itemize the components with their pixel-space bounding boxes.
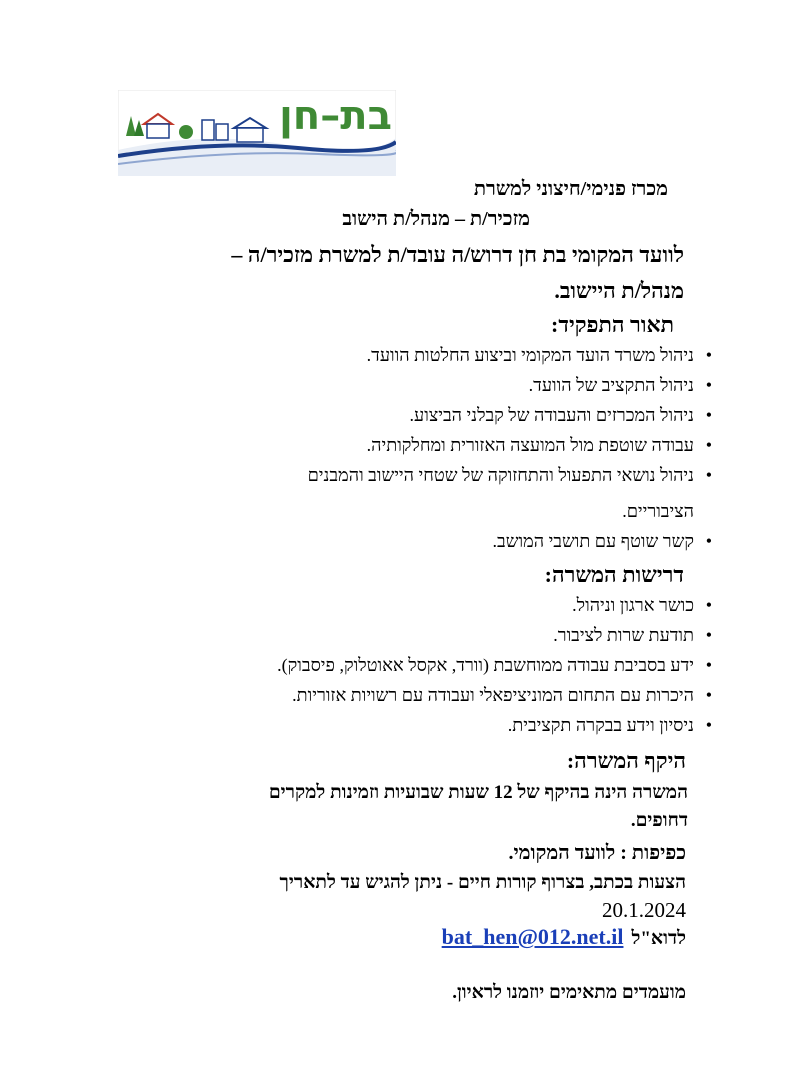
scope-line-2: דחופים. — [630, 810, 688, 831]
role-item: • ניהול התקציב של הוועד. — [72, 370, 712, 400]
subordination: כפיפות : לוועד המקומי. — [508, 842, 686, 864]
role-item: • ניהול נושאי התפעול והתחזוקה של שטחי היישוב והמבנים הציבוריים. — [72, 460, 712, 526]
role-item: • ניהול משרד הועד המקומי וביצוע החלטות הוועד. — [72, 340, 712, 370]
closing-line: מועמדים מתאימים יוזמנו לראיון. — [452, 982, 686, 1003]
email-link[interactable]: bat_hen@012.net.il — [441, 924, 624, 949]
intro-line-1: לוועד המקומי בת חן דרוש/ה עובד/ת למשרת מזכיר/ה – — [231, 242, 684, 267]
email-line — [442, 924, 686, 950]
email-label: לדוא"ל — [631, 928, 686, 949]
requirements-heading: דרישות המשרה: — [544, 562, 684, 587]
scope-line-1: המשרה הינה בהיקף של 12 שעות שבועיות וזמינות למקרים — [268, 782, 688, 803]
requirements-list — [72, 590, 712, 740]
requirement-item: • כושר ארגון וניהול. — [72, 590, 712, 620]
title-line-1: מכרז פנימי/חיצוני למשרת — [473, 178, 668, 200]
submission-line: הצעות בכתב, בצרוף קורות חיים - ניתן להגיש עד לתאריך — [279, 872, 686, 893]
title-line-2: מזכיר/ת – מנהל/ת הישוב — [342, 208, 530, 230]
bat-hen-logo — [118, 90, 396, 176]
intro-line-2: מנהל/ת היישוב. — [554, 278, 684, 303]
submission-date: 20.1.2024 — [602, 898, 686, 922]
scope-heading: היקף המשרה: — [566, 748, 686, 773]
requirement-item: • תודעת שרות לציבור. — [72, 620, 712, 650]
role-item: • ניהול המכרזים והעבודה של קבלני הביצוע. — [72, 400, 712, 430]
requirement-item: • ידע בסביבת עבודה ממוחשבת (וורד, אקסל אאוטלוק, פיסבוק). — [72, 650, 712, 680]
role-item: • עבודה שוטפת מול המועצה האזורית ומחלקותיה. — [72, 430, 712, 460]
logo-text: בת–חן — [279, 93, 392, 139]
role-list — [72, 340, 712, 556]
role-item: • קשר שוטף עם תושבי המושב. — [72, 526, 712, 556]
requirement-item: • ניסיון וידע בבקרה תקציבית. — [72, 710, 712, 740]
requirement-item: • היכרות עם התחום המוניציפאלי ועבודה עם רשויות אזוריות. — [72, 680, 712, 710]
role-heading: תאור התפקיד: — [551, 312, 674, 337]
